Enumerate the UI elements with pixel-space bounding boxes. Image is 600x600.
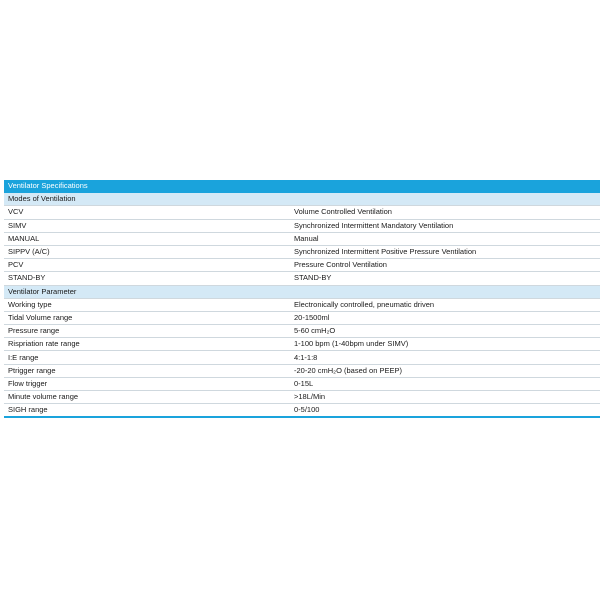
table-title-row bbox=[4, 180, 600, 193]
table-title: Ventilator Specifications bbox=[4, 180, 600, 193]
table-row bbox=[4, 272, 600, 285]
row-value: Electronically controlled, pneumatic driven bbox=[290, 298, 600, 311]
row-label: Rispriation rate range bbox=[4, 338, 290, 351]
row-value: Pressure Control Ventilation bbox=[290, 259, 600, 272]
row-value: 0-5/100 bbox=[290, 404, 600, 418]
row-value: Synchronized Intermittent Mandatory Ventilation bbox=[290, 219, 600, 232]
table-row bbox=[4, 206, 600, 219]
row-label: MANUAL bbox=[4, 232, 290, 245]
section-header-parameters bbox=[4, 285, 600, 298]
table-row bbox=[4, 245, 600, 258]
row-value: >18L/Min bbox=[290, 391, 600, 404]
row-label: VCV bbox=[4, 206, 290, 219]
section-header-modes bbox=[4, 193, 600, 206]
table-row bbox=[4, 364, 600, 377]
row-label: SIPPV (A/C) bbox=[4, 245, 290, 258]
row-value: -20-20 cmH₂O (based on PEEP) bbox=[290, 364, 600, 377]
row-label: SIMV bbox=[4, 219, 290, 232]
row-label: Working type bbox=[4, 298, 290, 311]
table-row bbox=[4, 325, 600, 338]
row-value: 1-100 bpm (1-40bpm under SIMV) bbox=[290, 338, 600, 351]
table-row bbox=[4, 391, 600, 404]
row-label: STAND-BY bbox=[4, 272, 290, 285]
table-row bbox=[4, 232, 600, 245]
row-value: STAND-BY bbox=[290, 272, 600, 285]
section-title: Modes of Ventilation bbox=[4, 193, 600, 206]
row-value: 5-60 cmH₂O bbox=[290, 325, 600, 338]
row-label: PCV bbox=[4, 259, 290, 272]
row-value: 0-15L bbox=[290, 377, 600, 390]
section-title: Ventilator Parameter bbox=[4, 285, 600, 298]
row-label: SIGH range bbox=[4, 404, 290, 418]
table-row bbox=[4, 404, 600, 418]
row-label: Ptrigger range bbox=[4, 364, 290, 377]
row-value: Manual bbox=[290, 232, 600, 245]
table-row bbox=[4, 219, 600, 232]
row-value: Synchronized Intermittent Positive Pressure Ventilation bbox=[290, 245, 600, 258]
row-label: Tidal Volume range bbox=[4, 311, 290, 324]
row-value: 4:1-1:8 bbox=[290, 351, 600, 364]
ventilator-specifications-table bbox=[4, 180, 600, 418]
row-value: Volume Controlled Ventilation bbox=[290, 206, 600, 219]
table-row bbox=[4, 259, 600, 272]
row-label: Minute volume range bbox=[4, 391, 290, 404]
row-label: Pressure range bbox=[4, 325, 290, 338]
table-row bbox=[4, 298, 600, 311]
table-row bbox=[4, 377, 600, 390]
table-row bbox=[4, 311, 600, 324]
row-label: Flow trigger bbox=[4, 377, 290, 390]
table-row bbox=[4, 351, 600, 364]
table-row bbox=[4, 338, 600, 351]
row-label: I:E range bbox=[4, 351, 290, 364]
row-value: 20-1500ml bbox=[290, 311, 600, 324]
